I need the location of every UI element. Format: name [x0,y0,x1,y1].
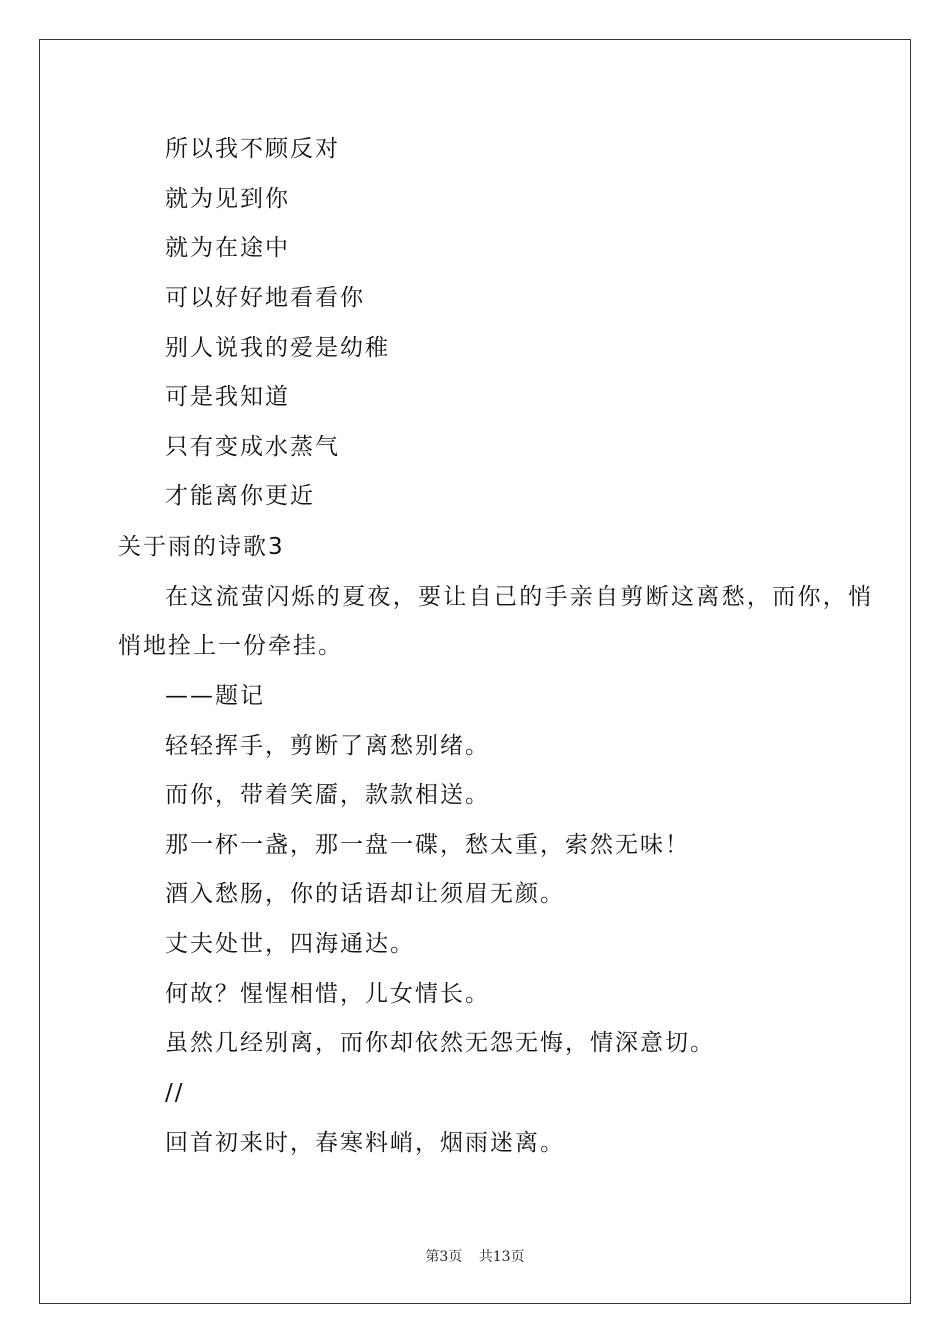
text-line: 就为见到你 [165,186,290,212]
text-line: 就为在途中 [165,235,290,261]
page-footer [0,1246,950,1266]
text-line: 丈夫处世，四海通达。 [165,931,415,957]
text-line: 只有变成水蒸气 [165,434,340,460]
text-line: 而你，带着笑靥，款款相送。 [165,782,490,808]
text-line: 可以好好地看看你 [165,285,365,311]
text-line: 可是我知道 [165,384,290,410]
text-line: 虽然几经别离，而你却依然无怨无悔，情深意切。 [165,1030,715,1056]
text-line: 何故？惺惺相惜，儿女情长。 [165,981,490,1007]
text-line: ——题记 [165,683,265,709]
page-total: 共13页 [478,1249,525,1265]
text-line: 在这流萤闪烁的夏夜，要让自己的手亲自剪断这离愁，而你，悄 [165,584,874,610]
section-heading: 关于雨的诗歌3 [118,534,285,560]
text-line: 那一杯一盏，那一盘一碟，愁太重，索然无味！ [165,832,690,858]
text-line: // [165,1080,185,1106]
text-line: 别人说我的爱是幼稚 [165,335,390,361]
text-line: 回首初来时，春寒料峭，烟雨迷离。 [165,1130,565,1156]
page-number: 第3页 [425,1249,463,1265]
text-line: 酒入愁肠，你的话语却让须眉无颜。 [165,881,565,907]
text-line: 才能离你更近 [165,483,315,509]
text-line: 悄地拴上一份牵挂。 [118,633,343,659]
text-line: 所以我不顾反对 [165,136,340,162]
text-line: 轻轻挥手，剪断了离愁别绪。 [165,733,490,759]
